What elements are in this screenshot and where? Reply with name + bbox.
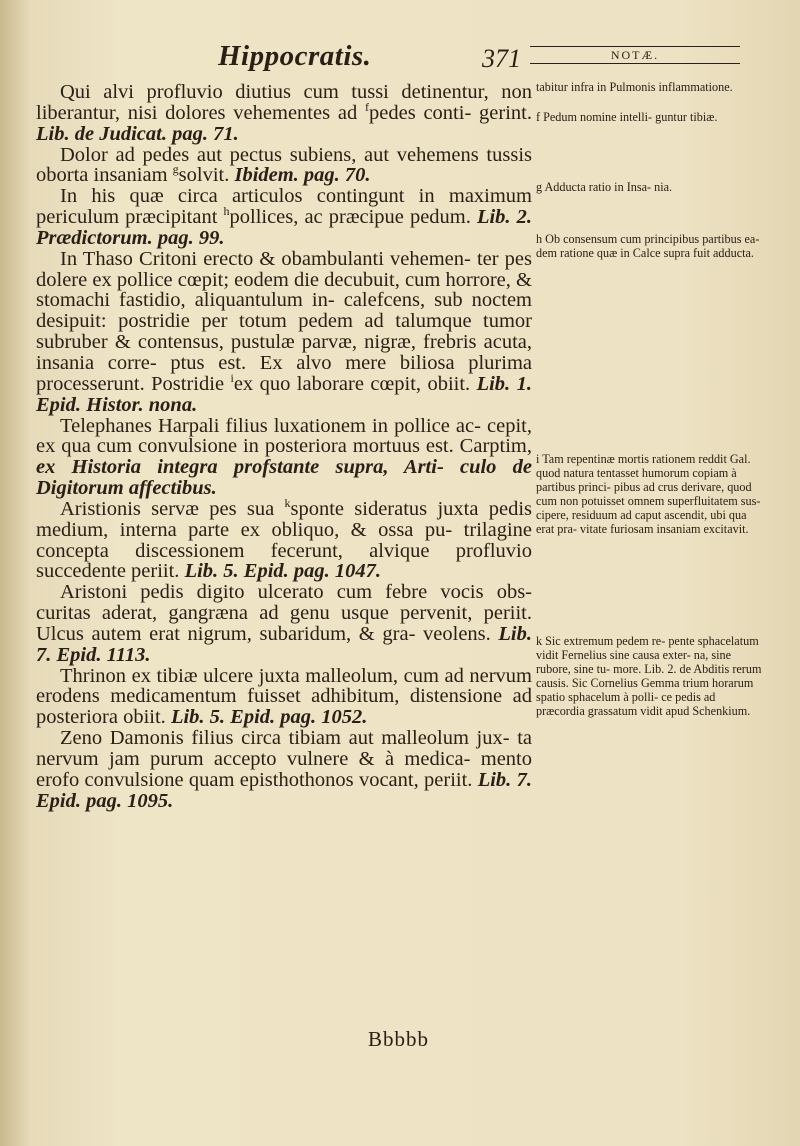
paragraph-text: Qui alvi profluvio diutius cum tussi detinentur, non liberantur, nisi dolores vehementes ad	[36, 81, 532, 124]
paragraph-text: Aristionis servæ pes sua	[60, 497, 285, 520]
footnote-marker: h	[223, 204, 230, 219]
notes-heading: NOTÆ.	[530, 46, 740, 64]
citation: Lib. 5. Epid. pag. 1047.	[184, 560, 382, 583]
signature-mark: Bbbbb	[368, 1027, 430, 1051]
marginal-note: i Tam repentinæ mortis rationem reddit Gal. quod natura tentasset humorum copiam à partibus princi- pibus ad crus derivare, quod cum non potuisset omnem superfluitatem sus- cipere, residuum ad caput ascendit, ubi qua erat pra- vitate furiosam insaniam excitavit.	[536, 452, 761, 537]
paragraph-text: sponte sideratus juxta pedis medium, interna parte ex obliquo, & ossa pu- trilagine concepta discessionem fecerunt, alvique profluvio succedente periit.	[36, 497, 532, 583]
footnote-marker: k	[284, 495, 291, 510]
citation: ex Historia integra profstante supra, Arti- culo de Digitorum affectibus.	[36, 456, 532, 500]
paragraph-5	[36, 416, 532, 499]
paragraph-text: Thrinon ex tibiæ ulcere juxta malleolum, cum ad nervum erodens medicamentum fuisset adhibitum, distensione ad posteriora obiit.	[36, 664, 532, 729]
marginal-note: g Adducta ratio in Insa- nia.	[536, 180, 673, 194]
citation: Lib. 1. Epid. Histor. nona.	[36, 372, 532, 416]
citation: Ibidem. pag. 70.	[234, 164, 371, 187]
paragraph-text: In Thaso Critoni erecto & obambulanti vehemen- ter pes dolere ex pollice cœpit; eodem die decubuit, cum horrore, & stomachi fastidio, aliquantulum in- calefcens, sub noctem desipuit: postridie per totum pedem ad talumque tumor subruber & contensus, pustulæ parvæ, nigræ, frebris acuta, insania corre- ptus est. Ex alvo mere biliosa plurima processerunt. Postridie	[36, 247, 532, 395]
page-header	[0, 40, 800, 84]
citation: Lib. 7. Epid. 1113.	[36, 622, 532, 666]
paragraph-text: Telephanes Harpali filius luxationem in pollice ac- cepit, ex qua cum convulsione in posteriora mortuus est. Carptim,	[36, 414, 532, 458]
footnote-marker: f	[365, 99, 369, 114]
paragraph-8	[36, 666, 532, 729]
citation: Lib. 5. Epid. pag. 1052.	[170, 706, 368, 729]
footnote-marker: g	[172, 162, 179, 177]
paragraph-text: pedes conti- gerint.	[369, 101, 533, 124]
paragraph-2	[36, 145, 532, 187]
marginal-note: h Ob consensum cum principibus partibus ea- dem ratione quæ in Calce supra fuit adducta.	[536, 232, 760, 261]
marginal-note: k Sic extremum pedem re- pente sphacelatum vidit Fernelius sine causa exter- na, sine rubore, sine tu- more. Lib. 2. de Abditis rerum causis. Sic Cornelius Gemma trium horarum spatio sphacelum à polli- ce pedis ad præcordia grassatum vidit apud Schenkium.	[536, 634, 762, 719]
page-number: 371	[482, 44, 521, 73]
citation: Lib. de Judicat. pag. 71.	[36, 122, 239, 145]
marginal-note: f Pedum nomine intelli- guntur tibiæ.	[536, 110, 718, 124]
paragraph-text: In his quæ circa articulos contingunt in maximum periculum præcipitant	[36, 185, 532, 229]
paragraph-7	[36, 582, 532, 665]
paragraph-9	[36, 728, 532, 811]
paragraph-4	[36, 249, 532, 416]
paragraph-text: pollices, ac præcipue pedum.	[229, 206, 477, 229]
paragraph-3	[36, 186, 532, 249]
marginal-note: tabitur infra in Pulmonis inflammatione.	[536, 80, 733, 94]
paragraph-6	[36, 495, 532, 583]
paragraph-text: Dolor ad pedes aut pectus subiens, aut vehemens tussis oborta insaniam	[36, 143, 532, 187]
paragraph-1	[36, 82, 532, 145]
running-title: Hippocratis.	[218, 40, 372, 72]
citation: Lib. 2. Prædictorum. pag. 99.	[36, 206, 532, 249]
paragraph-text: Zeno Damonis filius circa tibiam aut malleolum jux- ta nervum jam purum accepto vulnere & à medica- mento erofo convulsione quam episthothonos vocant, periit.	[36, 727, 532, 791]
paragraph-text: ex quo laborare cœpit, obiit.	[233, 372, 477, 395]
citation: Lib. 7. Epid. pag. 1095.	[36, 768, 532, 812]
paragraph-text: Aristoni pedis digito ulcerato cum febre vocis obs- curitas aderat, gangræna ad genu usque pervenit, periit. Ulcus autem erat nigrum, subaridum, & gra- veolens.	[36, 581, 532, 645]
footnote-marker: i	[230, 370, 234, 385]
main-text-column	[36, 82, 532, 812]
paragraph-text: solvit.	[178, 164, 235, 187]
